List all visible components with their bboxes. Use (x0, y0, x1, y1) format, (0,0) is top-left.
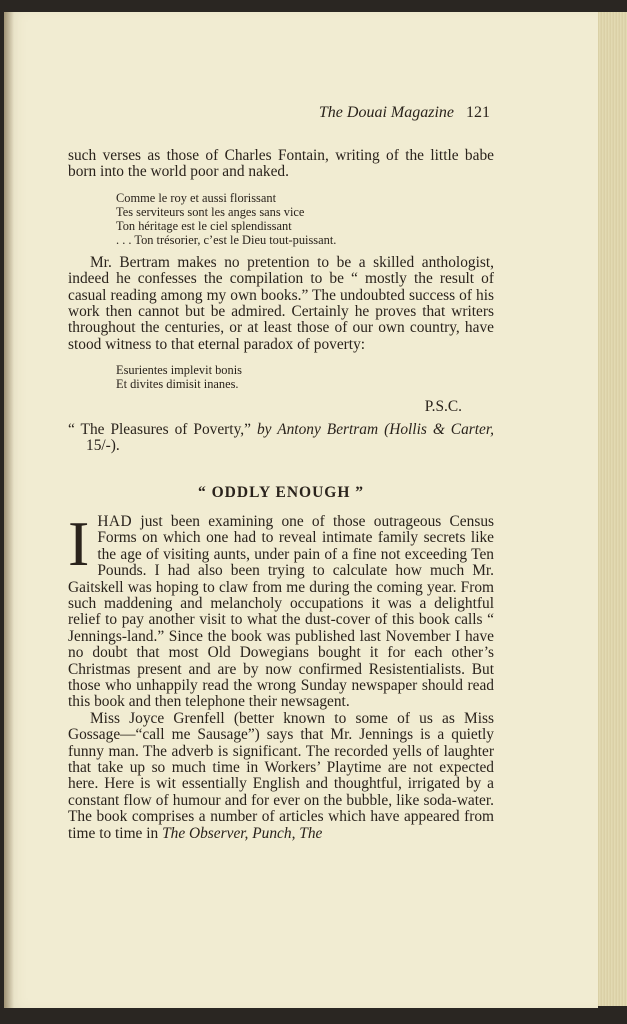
french-verse (116, 191, 494, 247)
reference-author: by Antony Bertram (Hollis & Carter, (256, 420, 494, 438)
verse-line: Ton héritage est le ciel splendissant (116, 218, 292, 233)
drop-cap: I (68, 507, 90, 579)
book-page (4, 12, 598, 1008)
running-head (4, 104, 490, 122)
page-edges (596, 12, 627, 1006)
page-number: 121 (466, 104, 490, 121)
verse-line: Esurientes implevit bonis (116, 363, 242, 378)
page-body (68, 148, 494, 842)
review-signature: P.S.C. (424, 398, 462, 416)
article-paragraph-2 (68, 711, 494, 842)
reference-price: 15/-). (86, 437, 120, 455)
latin-verse (116, 363, 494, 391)
article-paragraph-2-text: Miss Joyce Grenfell (better known to some of us as Miss Gossage—“call me Sausage”) says that Mr. Jennings is a quietly funny man. The adverb is significant. The recorded yells of laughter that take up so much time in Workers’ Playtime are not expected here. Here is wit essentially English and thoughtful, irrigated by a constant flow of humour and for ever on the bubble, like soda-water. The book comprises a number of articles which have appeared from time to time in (68, 709, 494, 842)
spine-shadow (4, 12, 14, 1008)
article-heading: “ ODDLY ENOUGH ” (198, 484, 364, 502)
verse-line: . . . Ton trésorier, c’est le Dieu tout-puissant. (116, 232, 337, 247)
verse-line: Et divites dimisit inanes. (116, 377, 239, 392)
paragraph-intro: such verses as those of Charles Fontain, writing of the little babe born into the world poor and naked. (68, 147, 494, 181)
verse-line: Comme le roy et aussi florissant (116, 190, 277, 205)
paragraph-bertram: Mr. Bertram makes no pretention to be a skilled anthologist, indeed he confesses the compilation to be “ mostly the result of casual reading among my own books.” The undoubted success of his work then cannot but be admired. Certainly he proves that writers throughout the centuries, or at least those of our own country, have stood witness to that eternal paradox of poverty: (68, 253, 494, 353)
article-paragraph-1-text: just been examining one of those outrageous Census Forms on which one had to reveal intimate family secrets like the age of visiting aunts, under pain of a fine not exceeding Ten Pounds. I had also been trying to calculate how much Mr. Gaitskell was hoping to claw from me during the coming year. From such maddening and melancholy occupations it was a delightful relief to pay another visit to what the dust-cover of this book calls “ Jennings-land.” Since the book was published last November I have no doubt that most Old Dowegians bought it for each other’s Christmas present and are by now confirmed Resistentialists. But those who unhappily read the wrong Sunday newspaper should read this book and then telephone their newsagent. (68, 512, 494, 711)
magazine-title: The Douai Magazine (318, 104, 454, 121)
publication-names: The Observer, Punch, The (162, 824, 323, 842)
article-paragraph-1 (68, 507, 494, 711)
reference-title: “ The Pleasures of Poverty,” (68, 420, 251, 438)
first-words: HAD (97, 512, 133, 530)
book-reference (68, 422, 494, 455)
verse-line: Tes serviteurs sont les anges sans vice (116, 204, 305, 219)
